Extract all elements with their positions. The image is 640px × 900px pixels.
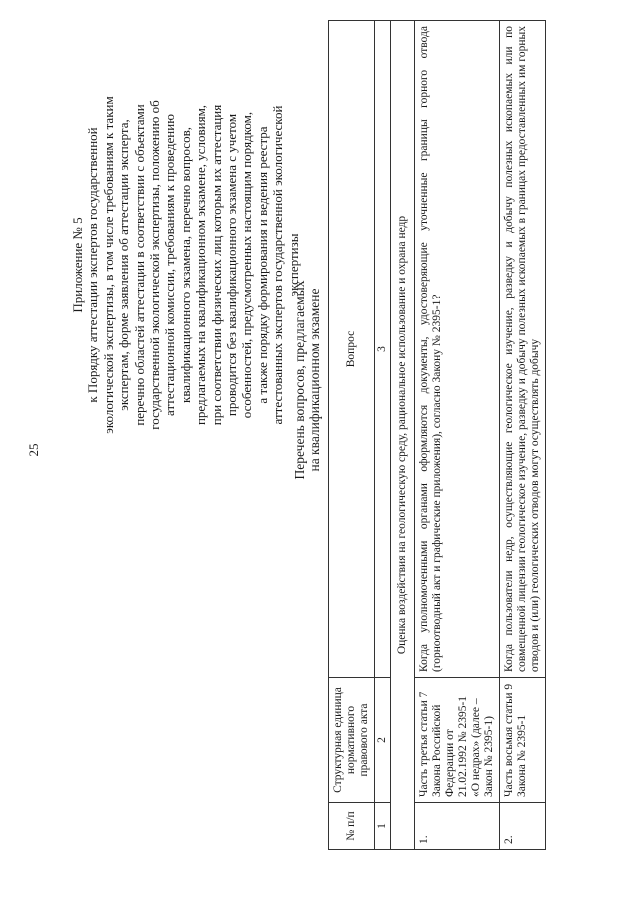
column-number: 3 [375, 21, 391, 678]
list-title-line-2: на квалификационном экзамене [307, 288, 322, 472]
appendix-line: предлагаемых на квалификационном экзамене, условиям, [193, 104, 209, 426]
header-unit: Структурная единица нормативного правового акта [329, 678, 375, 803]
row-unit: Часть восьмая статьи 9 Закона № 2395-1 [500, 678, 546, 803]
table-row [500, 21, 546, 850]
appendix-line: а также порядку формирования и ведения реестра [254, 126, 270, 404]
appendix-title: Приложение № 5 [70, 217, 85, 313]
row-unit: Часть третья статьи 7 Закона Российской Федерации от 21.02.1992 № 2395-1 «О недрах» (далее – Закон № 2395-1) [415, 678, 500, 803]
table-row [415, 21, 500, 850]
row-question: Когда уполномоченными органами оформляются документы, удостоверяющие уточненные границы горного отвода (горноотводный акт и графические приложения), согласно Закону № 2395-1? [415, 21, 500, 678]
appendix-line: аттестационной комиссии, требованиям к проведению [162, 114, 178, 416]
appendix-line: к Порядку аттестации экспертов государственной [85, 127, 101, 403]
column-number: 1 [375, 803, 391, 850]
appendix-line: государственной экологической экспертизы, положению об [147, 100, 163, 430]
appendix-line: особенностей, предусмотренных настоящим порядком, [239, 111, 255, 419]
appendix-line: экспертам, форме заявления об аттестации эксперта, [116, 119, 132, 411]
page-number: 25 [26, 443, 41, 457]
appendix-line: экспертизы [285, 233, 301, 297]
header-num: № п/п [329, 803, 375, 850]
appendix-line: при соответствии физических лиц которым их аттестация [208, 104, 224, 426]
questions-table [328, 20, 546, 850]
appendix-line: экологической экспертизы, в том числе требованиям к таким [100, 96, 116, 434]
appendix-header [70, 65, 301, 465]
column-number: 2 [375, 678, 391, 803]
section-row [391, 21, 415, 850]
column-number-row [375, 21, 391, 850]
list-title [292, 280, 322, 480]
appendix-line: проводится без квалификационного экзамена с учетом [224, 113, 240, 417]
appendix-line: перечню областей аттестации в соответствии с объектами [131, 104, 147, 426]
header-question: Вопрос [329, 21, 375, 678]
list-title-line-1: Перечень вопросов, предлагаемых [292, 280, 307, 480]
row-number: 1. [415, 803, 500, 850]
row-question: Когда пользователи недр, осуществляющие геологическое изучение, разведку и добычу полезных ископаемых или по совмещенной лицензии геологическое изучение, разведку и добычу полезных ископаемых в границах предоставленных им горных отводов и (или) геологических отводов могут осуществлять добычу [500, 21, 546, 678]
row-number: 2. [500, 803, 546, 850]
appendix-line: аттестованных экспертов государственной экологической [270, 105, 286, 425]
header-row [329, 21, 375, 850]
section-title: Оценка воздействия на геологическую среду, рациональное использование и охрана недр [391, 21, 415, 850]
appendix-line: квалификационного экзамена, перечню вопросов, [177, 127, 193, 403]
